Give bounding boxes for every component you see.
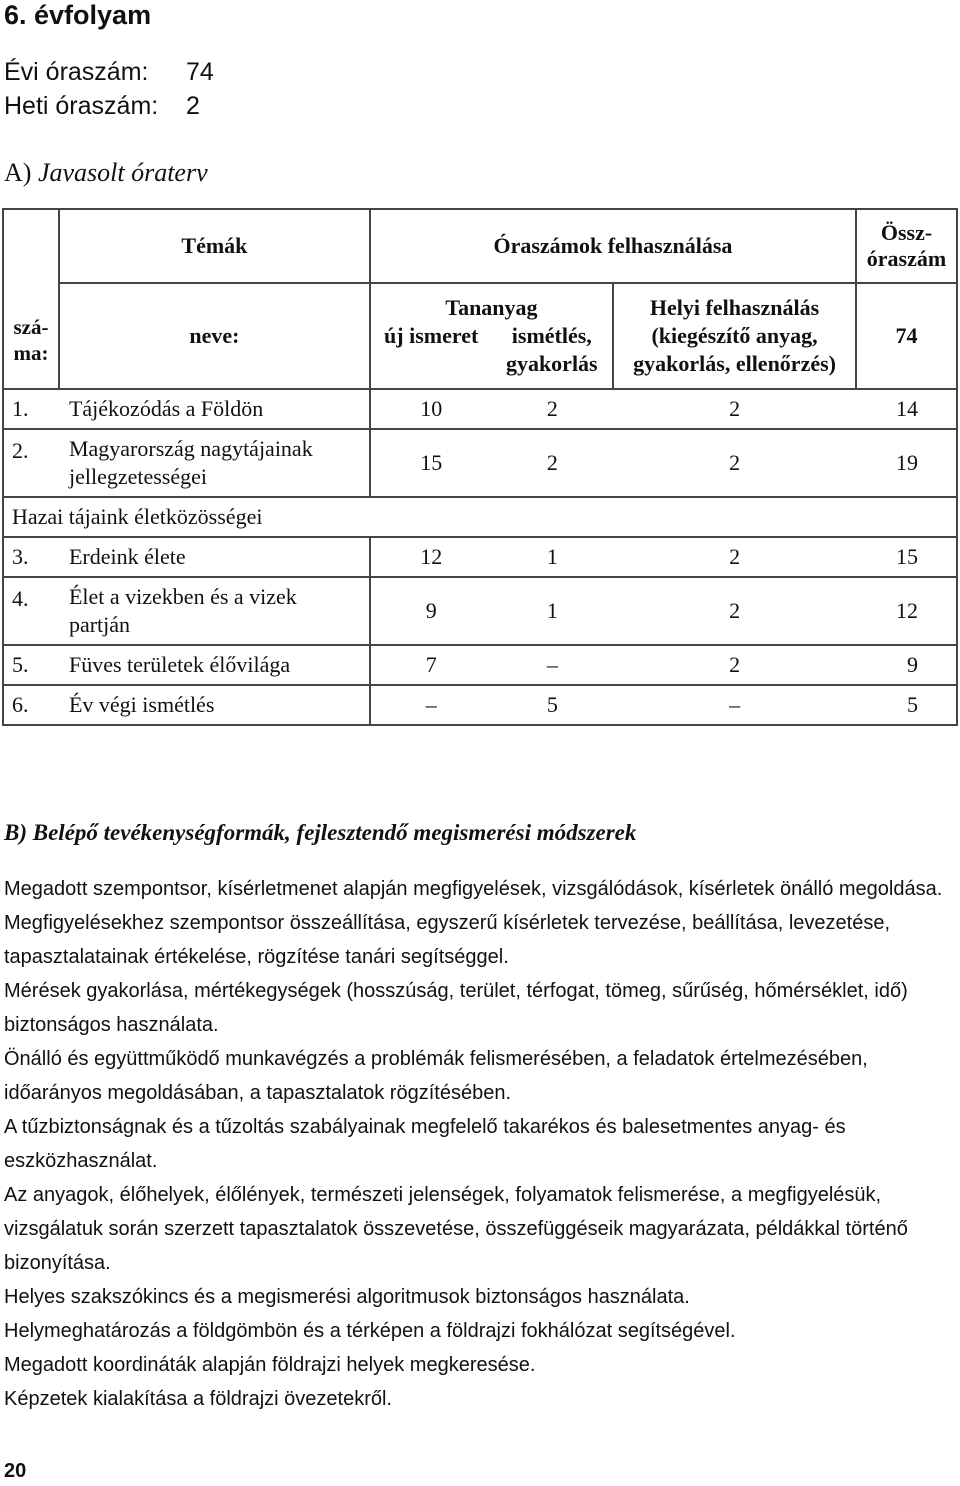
row-local: 2 — [613, 389, 856, 429]
col-total-label: Össz-óraszám — [866, 220, 947, 271]
row-total: 5 — [856, 685, 957, 725]
paragraph: Az anyagok, élőhelyek, élőlények, természeti jelenségek, folyamatok felismerése, a megfigyelésük, vizsgálatuk során szerzett tapasztalatok összevetése, összefüggéseik magyarázata, példákkal történő bizonyítása. — [4, 1184, 908, 1274]
lesson-plan-table — [2, 208, 958, 726]
page-title: 6. évfolyam — [4, 0, 152, 30]
section-a-title: Javasolt óraterv — [37, 158, 208, 187]
total-hours-cell — [856, 283, 957, 389]
section-b-body — [4, 872, 956, 1416]
col-topics-header — [59, 209, 370, 283]
row-name: Füves területek élővilága — [59, 645, 370, 685]
row-no: 5. — [3, 645, 59, 685]
section-a-heading — [4, 158, 208, 188]
yearly-hours-value: 74 — [186, 58, 214, 86]
row-name-text: Magyarország nagytájainak jellegzetességei — [68, 436, 313, 489]
col-no-label: szá-ma: — [13, 315, 49, 365]
row-name: Év végi ismétlés — [59, 685, 370, 725]
group-row — [3, 497, 957, 537]
table-row — [3, 645, 957, 685]
row-new: 10 — [370, 389, 492, 429]
col-name-header — [59, 283, 370, 389]
weekly-hours-value: 2 — [186, 92, 200, 120]
table-row — [3, 685, 957, 725]
col-no-header — [3, 209, 59, 389]
paragraph: Megadott koordináták alapján földrajzi helyek megkeresése. — [4, 1354, 536, 1376]
row-new: 15 — [370, 429, 492, 497]
table-row — [3, 577, 957, 645]
paragraph: Önálló és együttműködő munkavégzés a problémák felismerésében, a feladatok értelmezésében, időarányos megoldásában, a tapasztalatok rögzítésében. — [4, 1048, 868, 1104]
total-hours-value: 74 — [895, 323, 918, 348]
col-local-label: Helyi felhasználás (kiegészítő anyag, gyakorlás, ellenőrzés) — [633, 295, 836, 376]
row-total: 9 — [856, 645, 957, 685]
col-name-label: neve: — [189, 323, 240, 348]
paragraph: Helyes szakszókincs és a megismerési algoritmusok biztonságos használata. — [4, 1286, 690, 1308]
col-practice-label: ismétlés, gyakorlás — [505, 323, 598, 376]
row-no: 6. — [3, 685, 59, 725]
yearly-hours — [4, 58, 404, 88]
row-no: 2. — [3, 429, 59, 497]
row-practice: 2 — [492, 389, 614, 429]
row-total: 19 — [856, 429, 957, 497]
col-new-label: új ismeret — [384, 323, 479, 348]
header-row-2 — [3, 283, 957, 389]
paragraph: Megadott szempontsor, kísérletmenet alapján megfigyelések, vizsgálódások, kísérletek önálló megoldása. — [4, 878, 943, 900]
col-material-header — [370, 283, 613, 389]
row-local: 2 — [613, 537, 856, 577]
col-material-label: Tananyag — [445, 295, 538, 320]
paragraph: Megfigyelésekhez szempontsor összeállítása, egyszerű kísérletek tervezése, beállítása, levezetése, tapasztalatainak értékelése, rögzítése tanári segítséggel. — [4, 912, 890, 968]
row-name: Erdeink élete — [59, 537, 370, 577]
paragraph: Mérések gyakorlása, mértékegységek (hosszúság, terület, térfogat, tömeg, sűrűség, hőmérséklet, idő) biztonságos használata. — [4, 980, 908, 1036]
col-hours-usage-header — [370, 209, 856, 283]
row-new: 9 — [370, 577, 492, 645]
section-a-prefix: A) — [4, 158, 32, 187]
col-topics-label: Témák — [181, 233, 248, 258]
page-number: 20 — [4, 1460, 27, 1482]
row-total: 15 — [856, 537, 957, 577]
col-hours-usage-label: Óraszámok felhasználása — [493, 233, 733, 258]
row-no: 1. — [3, 389, 59, 429]
row-no: 3. — [3, 537, 59, 577]
row-practice: 1 — [492, 577, 614, 645]
paragraph: Helymeghatározás a földgömbön és a térképen a földrajzi fokhálózat segítségével. — [4, 1320, 736, 1342]
row-name — [59, 429, 370, 497]
row-total: 12 — [856, 577, 957, 645]
paragraph: A tűzbiztonságnak és a tűzoltás szabályainak megfelelő takarékos és balesetmentes anyag- és eszközhasználat. — [4, 1116, 846, 1172]
row-no: 4. — [3, 577, 59, 645]
row-name: Tájékozódás a Földön — [59, 389, 370, 429]
row-practice: – — [492, 645, 614, 685]
row-new: 7 — [370, 645, 492, 685]
col-local-header — [613, 283, 856, 389]
row-total: 14 — [856, 389, 957, 429]
row-name — [59, 577, 370, 645]
table-row — [3, 429, 957, 497]
row-local: 2 — [613, 577, 856, 645]
paragraph: Képzetek kialakítása a földrajzi övezetekről. — [4, 1388, 392, 1410]
table-row — [3, 537, 957, 577]
row-practice: 2 — [492, 429, 614, 497]
section-b-heading: B) Belépő tevékenységformák, fejlesztendő megismerési módszerek — [4, 820, 637, 845]
row-new: – — [370, 685, 492, 725]
table-row — [3, 389, 957, 429]
row-local: – — [613, 685, 856, 725]
yearly-hours-label: Évi óraszám: — [4, 58, 149, 86]
row-new: 12 — [370, 537, 492, 577]
header-row-1 — [3, 209, 957, 283]
row-local: 2 — [613, 645, 856, 685]
row-practice: 5 — [492, 685, 614, 725]
row-practice: 1 — [492, 537, 614, 577]
row-local: 2 — [613, 429, 856, 497]
row-name-text: Élet a vizekben és a vizek partján — [68, 584, 297, 637]
group-title: Hazai tájaink életközösségei — [3, 497, 957, 537]
col-total-header — [856, 209, 957, 283]
weekly-hours-label: Heti óraszám: — [4, 92, 159, 120]
weekly-hours — [4, 92, 404, 122]
